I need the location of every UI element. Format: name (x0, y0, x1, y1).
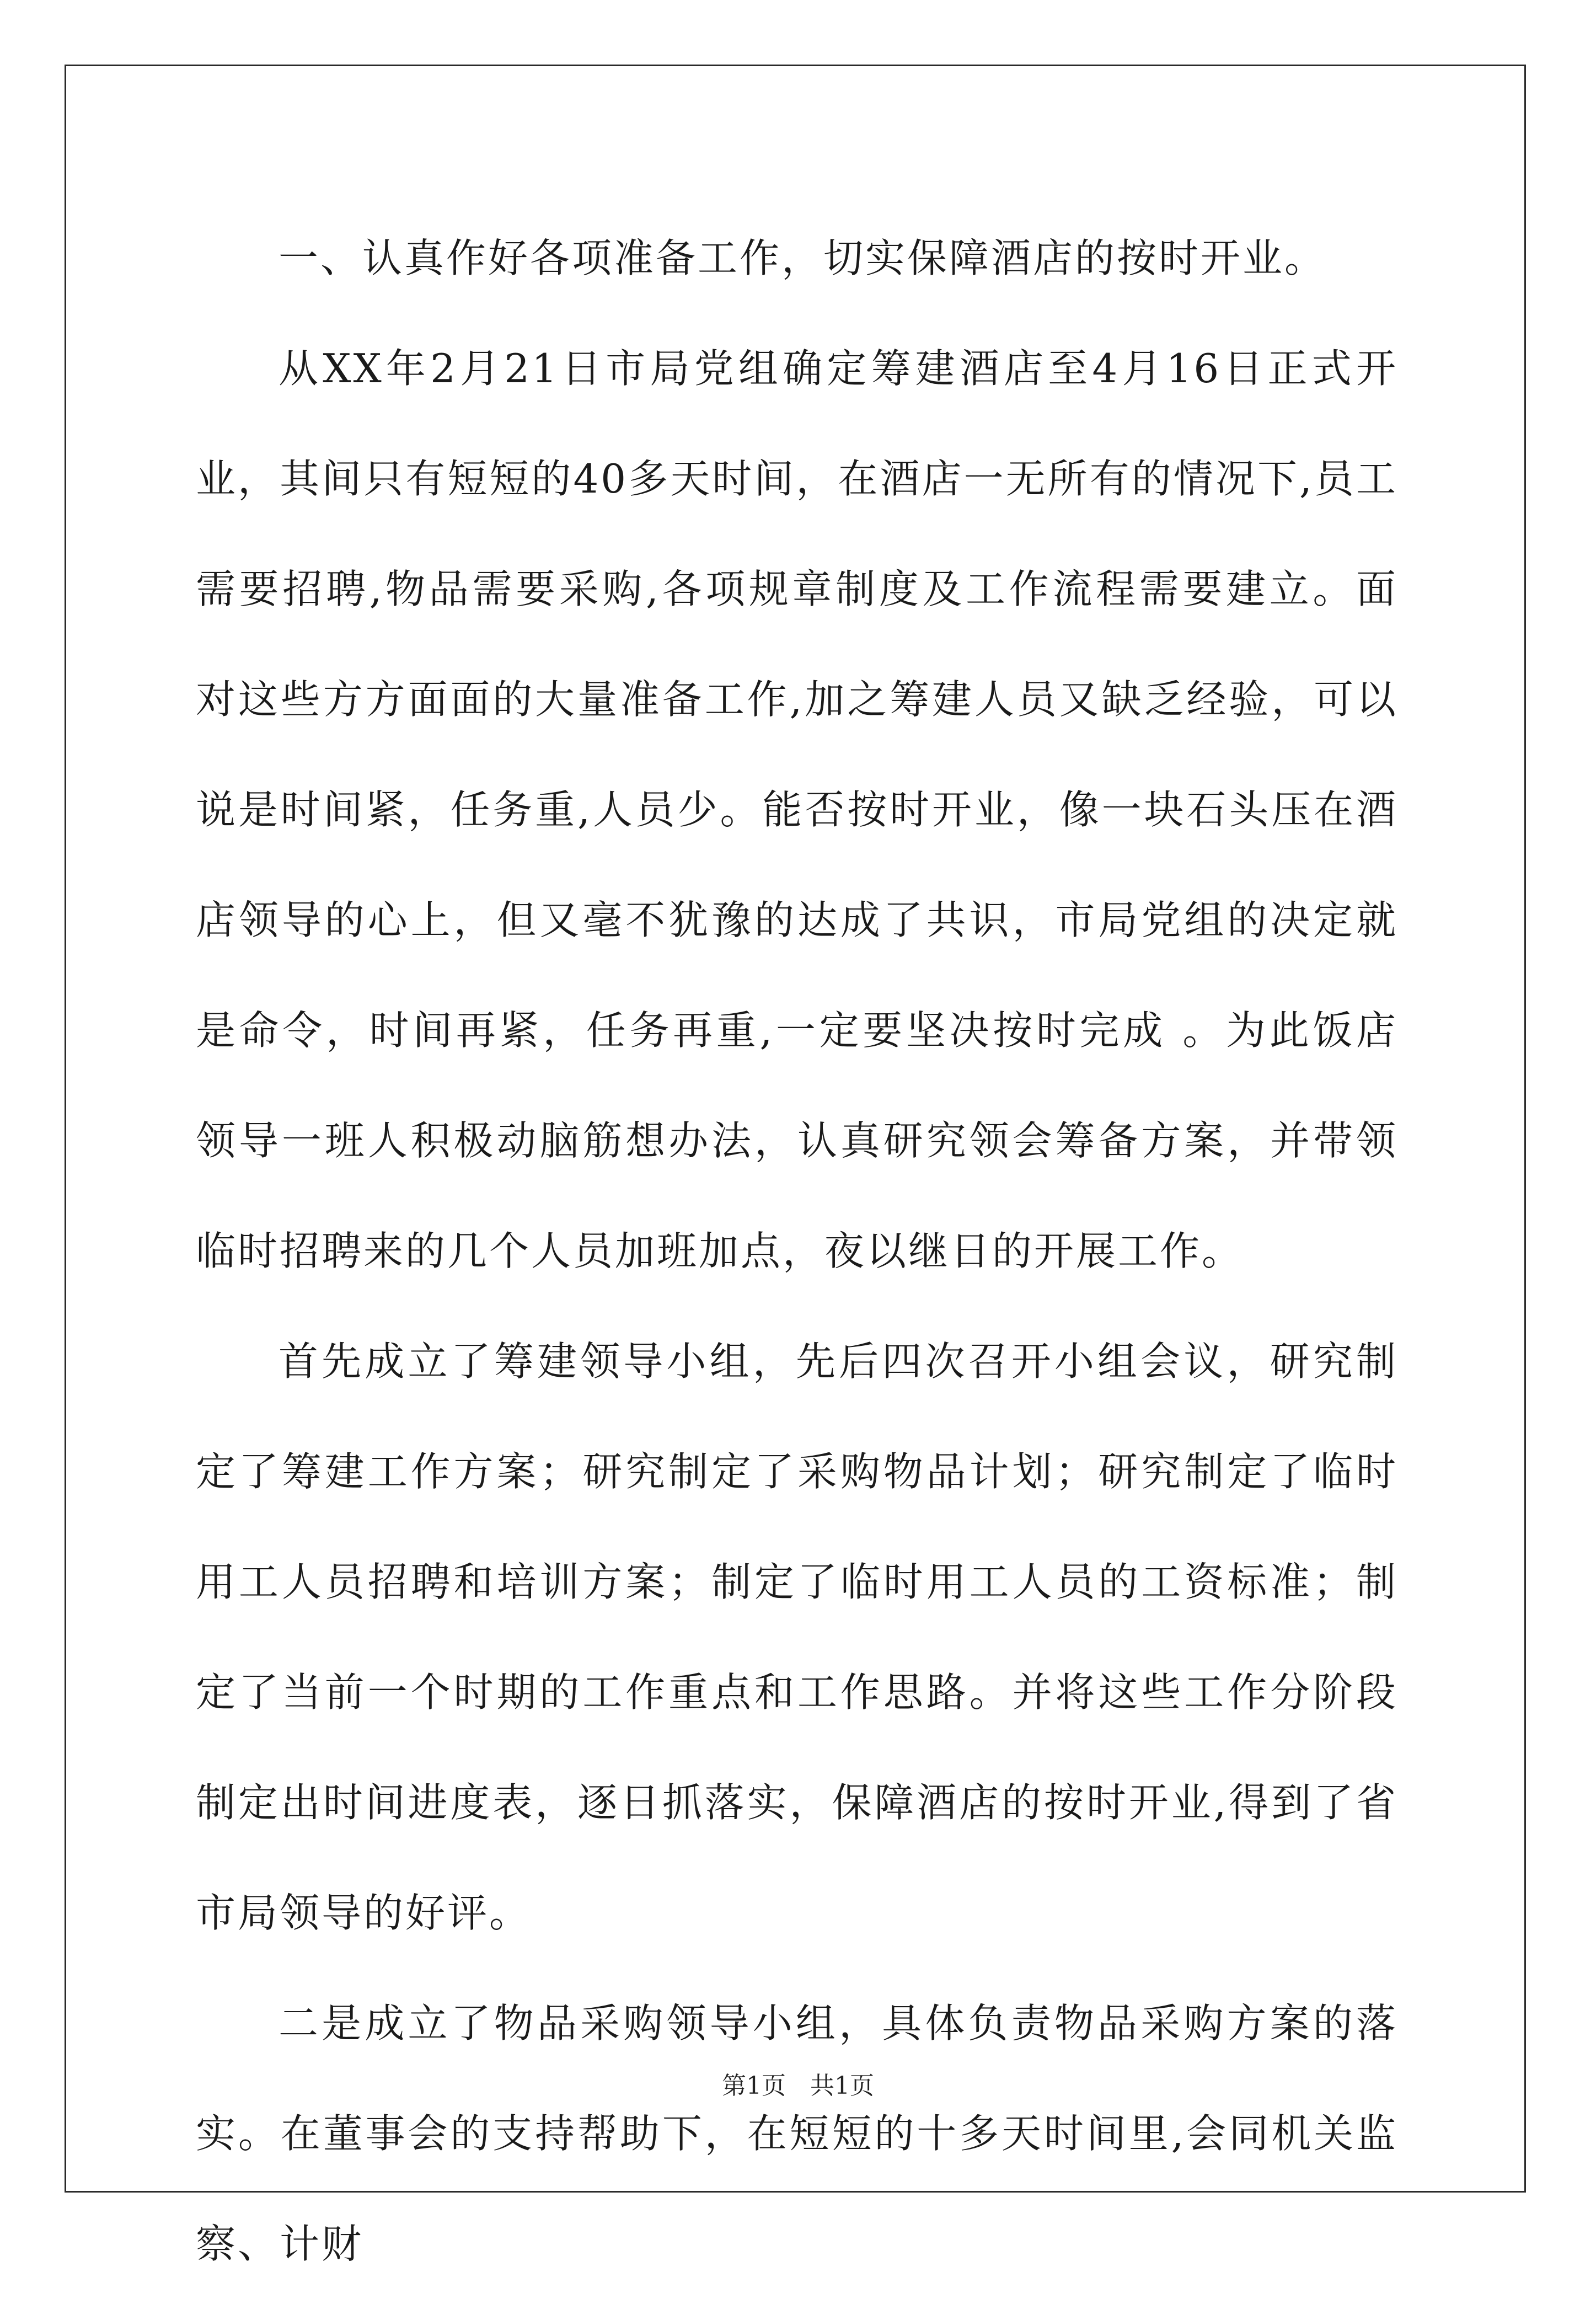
paragraph-3: 首先成立了筹建领导小组，先后四次召开小组会议，研究制定了筹建工作方案；研究制定了采购物品计划；研究制定了临时用工人员招聘和培训方案；制定了临时用工人员的工资标准；制定了当前一个时期的工作重点和工作思路。并将这些工作分阶段制定出时间进度表，逐日抓落实，保障酒店的按时开业,得到了省市局领导的好评。 (196, 1338, 1398, 1936)
page-footer (0, 2070, 1596, 2103)
paragraph-heading-1: 一、认真作好各项准备工作，切实保障酒店的按时开业。 (279, 235, 1327, 281)
paragraph-4: 二是成立了物品采购领导小组，具体负责物品采购方案的落实。在董事会的支持帮助下，在短短的十多天时间里,会同机关监察、计财 (196, 2000, 1398, 2267)
paragraph-2: 从XX年2月21日市局党组确定筹建酒店至4月16日正式开业，其间只有短短的40多天时间，在酒店一无所有的情况下,员工需要招聘,物品需要采购,各项规章制度及工作流程需要建立。面对这些方方面面的大量准备工作,加之筹建人员又缺乏经验，可以说是时间紧，任务重,人员少。能否按时开业，像一块石头压在酒店领导的心上，但又毫不犹豫的达成了共识，市局党组的决定就是命令，时间再紧，任务再重,一定要坚决按时完成 。为此饭店领导一班人积极动脑筋想办法，认真研究领会筹备方案，并带领临时招聘来的几个人员加班加点，夜以继日的开展工作。 (196, 345, 1398, 1274)
document-body (196, 203, 1398, 2299)
page-number: 第1页 (722, 2072, 786, 2100)
page-total: 共1页 (810, 2072, 874, 2100)
